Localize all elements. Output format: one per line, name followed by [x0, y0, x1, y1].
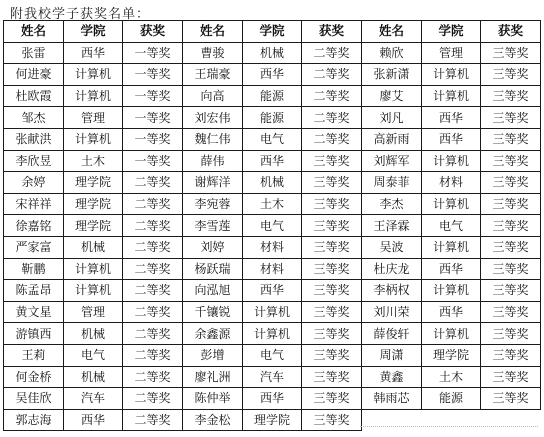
student-name-cell: 杨跃瑞: [183, 258, 243, 280]
college-cell: 电气: [64, 344, 123, 366]
award-cell: 三等奖: [302, 409, 362, 431]
header-row: [4, 21, 541, 43]
student-name-cell: 靳鹏: [4, 258, 64, 280]
college-cell: 计算机: [422, 323, 481, 345]
student-name-cell: 严家富: [4, 236, 64, 258]
award-cell: 三等奖: [302, 280, 362, 302]
student-name-cell: 谢辉洋: [183, 172, 243, 194]
college-cell: 计算机: [422, 280, 481, 302]
student-name-cell: 何进豪: [4, 64, 64, 86]
award-cell: 三等奖: [302, 388, 362, 410]
student-name-cell: 郭志海: [4, 409, 64, 431]
college-cell: 土木: [64, 150, 123, 172]
college-cell: 西华: [64, 409, 123, 431]
column-header: 姓名: [4, 21, 64, 43]
college-cell: 西华: [243, 280, 302, 302]
college-cell: 电气: [243, 128, 302, 150]
table-row: [4, 193, 541, 215]
student-name-cell: 张献洪: [4, 128, 64, 150]
student-name-cell: 李欣昱: [4, 150, 64, 172]
column-header: 姓名: [362, 21, 422, 43]
award-cell: 三等奖: [302, 301, 362, 323]
award-cell: 三等奖: [481, 258, 541, 280]
column-header: 获奖: [481, 21, 541, 43]
table-body: [4, 42, 541, 431]
college-cell: 土木: [422, 366, 481, 388]
table-row: [4, 344, 541, 366]
award-cell: 三等奖: [481, 107, 541, 129]
college-cell: 计算机: [422, 150, 481, 172]
column-header: 获奖: [123, 21, 183, 43]
table-row: [4, 366, 541, 388]
college-cell: 能源: [243, 85, 302, 107]
table-row: [4, 258, 541, 280]
award-cell: 二等奖: [123, 323, 183, 345]
college-cell: 能源: [422, 388, 481, 410]
table-row: [4, 215, 541, 237]
college-cell: 计算机: [64, 258, 123, 280]
table-row: [4, 85, 541, 107]
column-header: 学院: [422, 21, 481, 43]
student-name-cell: 刘凡: [362, 107, 422, 129]
student-name-cell: 邹杰: [4, 107, 64, 129]
college-cell: 机械: [243, 172, 302, 194]
student-name-cell: 王瑞豪: [183, 64, 243, 86]
student-name-cell: 陈仲举: [183, 388, 243, 410]
college-cell: 理学院: [64, 193, 123, 215]
college-cell: 机械: [64, 236, 123, 258]
college-cell: 西华: [64, 42, 123, 64]
college-cell: 计算机: [422, 85, 481, 107]
award-cell: 二等奖: [123, 344, 183, 366]
award-cell: 一等奖: [123, 85, 183, 107]
college-cell: 西华: [422, 301, 481, 323]
award-cell: 三等奖: [302, 258, 362, 280]
student-name-cell: 陈孟昂: [4, 280, 64, 302]
student-name-cell: 薛伟: [183, 150, 243, 172]
college-cell: 计算机: [243, 323, 302, 345]
table-row: [4, 388, 541, 410]
student-name-cell: 刘宏伟: [183, 107, 243, 129]
student-name-cell: 周潇: [362, 344, 422, 366]
student-name-cell: 余婷: [4, 172, 64, 194]
award-cell: 三等奖: [481, 64, 541, 86]
table-row: [4, 150, 541, 172]
student-name-cell: 薛俊轩: [362, 323, 422, 345]
empty-cell: [362, 409, 422, 431]
award-cell: 三等奖: [481, 236, 541, 258]
table-row: [4, 42, 541, 64]
student-name-cell: 魏仁伟: [183, 128, 243, 150]
college-cell: 能源: [243, 107, 302, 129]
student-name-cell: 余鑫源: [183, 323, 243, 345]
empty-cell: [481, 409, 541, 431]
table-row: [4, 172, 541, 194]
column-header: 获奖: [302, 21, 362, 43]
award-cell: 二等奖: [123, 193, 183, 215]
student-name-cell: 王泽霖: [362, 215, 422, 237]
award-cell: 三等奖: [481, 150, 541, 172]
award-cell: 三等奖: [481, 128, 541, 150]
award-cell: 二等奖: [302, 85, 362, 107]
student-name-cell: 廖艾: [362, 85, 422, 107]
college-cell: 西华: [422, 107, 481, 129]
student-name-cell: 黄文星: [4, 301, 64, 323]
award-cell: 三等奖: [481, 172, 541, 194]
student-name-cell: 李杰: [362, 193, 422, 215]
award-cell: 二等奖: [123, 366, 183, 388]
student-name-cell: 千镶锐: [183, 301, 243, 323]
award-table: [3, 20, 541, 431]
student-name-cell: 赖欣: [362, 42, 422, 64]
student-name-cell: 何金桥: [4, 366, 64, 388]
student-name-cell: 李雪莲: [183, 215, 243, 237]
college-cell: 理学院: [64, 215, 123, 237]
table-row: [4, 236, 541, 258]
college-cell: 汽车: [243, 366, 302, 388]
student-name-cell: 韩雨芯: [362, 388, 422, 410]
award-cell: 三等奖: [481, 85, 541, 107]
college-cell: 西华: [243, 388, 302, 410]
student-name-cell: 杜欧霞: [4, 85, 64, 107]
award-cell: 三等奖: [481, 388, 541, 410]
student-name-cell: 李宛蓉: [183, 193, 243, 215]
student-name-cell: 周泰菲: [362, 172, 422, 194]
award-cell: 三等奖: [481, 280, 541, 302]
college-cell: 计算机: [422, 236, 481, 258]
college-cell: 西华: [422, 128, 481, 150]
student-name-cell: 张新潇: [362, 64, 422, 86]
student-name-cell: 王莉: [4, 344, 64, 366]
table-row: [4, 128, 541, 150]
college-cell: 机械: [64, 366, 123, 388]
award-cell: 一等奖: [123, 128, 183, 150]
award-cell: 二等奖: [123, 301, 183, 323]
college-cell: 土木: [243, 193, 302, 215]
table-row: [4, 107, 541, 129]
award-cell: 三等奖: [481, 42, 541, 64]
student-name-cell: 李金松: [183, 409, 243, 431]
college-cell: 材料: [422, 172, 481, 194]
student-name-cell: 刘婷: [183, 236, 243, 258]
college-cell: 机械: [64, 323, 123, 345]
award-cell: 三等奖: [481, 366, 541, 388]
student-name-cell: 刘川荣: [362, 301, 422, 323]
award-cell: 二等奖: [302, 107, 362, 129]
award-cell: 三等奖: [302, 323, 362, 345]
award-cell: 二等奖: [123, 258, 183, 280]
award-cell: 三等奖: [302, 193, 362, 215]
college-cell: 电气: [243, 215, 302, 237]
table-row: [4, 323, 541, 345]
column-header: 学院: [64, 21, 123, 43]
award-cell: 三等奖: [302, 344, 362, 366]
college-cell: 计算机: [64, 85, 123, 107]
list-title: 附我校学子获奖名单：: [10, 7, 151, 22]
award-cell: 三等奖: [481, 323, 541, 345]
award-cell: 二等奖: [123, 409, 183, 431]
award-cell: 三等奖: [481, 344, 541, 366]
college-cell: 材料: [243, 236, 302, 258]
table-row: [4, 280, 541, 302]
award-cell: 三等奖: [302, 215, 362, 237]
college-cell: 西华: [243, 64, 302, 86]
student-name-cell: 宋祥祥: [4, 193, 64, 215]
student-name-cell: 向高: [183, 85, 243, 107]
award-cell: 二等奖: [123, 172, 183, 194]
award-cell: 三等奖: [302, 150, 362, 172]
college-cell: 理学院: [243, 409, 302, 431]
college-cell: 计算机: [243, 301, 302, 323]
award-cell: 一等奖: [123, 107, 183, 129]
award-cell: 二等奖: [302, 128, 362, 150]
student-name-cell: 杜庆龙: [362, 258, 422, 280]
award-cell: 二等奖: [123, 215, 183, 237]
table-row: [4, 301, 541, 323]
college-cell: 管理: [64, 107, 123, 129]
column-header: 学院: [243, 21, 302, 43]
student-name-cell: 曹骏: [183, 42, 243, 64]
award-cell: 三等奖: [302, 236, 362, 258]
student-name-cell: 彭增: [183, 344, 243, 366]
college-cell: 机械: [243, 42, 302, 64]
award-cell: 一等奖: [123, 64, 183, 86]
award-cell: 二等奖: [302, 64, 362, 86]
table-row: [4, 64, 541, 86]
award-cell: 三等奖: [481, 301, 541, 323]
college-cell: 计算机: [64, 280, 123, 302]
award-cell: 二等奖: [302, 42, 362, 64]
student-name-cell: 高新雨: [362, 128, 422, 150]
award-cell: 一等奖: [123, 150, 183, 172]
student-name-cell: 徐嘉铭: [4, 215, 64, 237]
student-name-cell: 吴波: [362, 236, 422, 258]
student-name-cell: 游镇西: [4, 323, 64, 345]
student-name-cell: 黄鑫: [362, 366, 422, 388]
college-cell: 计算机: [422, 64, 481, 86]
student-name-cell: 吴佳欣: [4, 388, 64, 410]
college-cell: 管理: [64, 301, 123, 323]
award-cell: 二等奖: [123, 280, 183, 302]
table-row: [4, 409, 541, 431]
college-cell: 西华: [243, 150, 302, 172]
college-cell: 理学院: [422, 344, 481, 366]
student-name-cell: 廖礼洲: [183, 366, 243, 388]
college-cell: 计算机: [64, 64, 123, 86]
dotted-separator: [360, 426, 538, 427]
award-cell: 三等奖: [302, 172, 362, 194]
student-name-cell: 向泓旭: [183, 280, 243, 302]
college-cell: 西华: [422, 258, 481, 280]
college-cell: 管理: [422, 42, 481, 64]
award-cell: 三等奖: [481, 215, 541, 237]
college-cell: 计算机: [64, 128, 123, 150]
college-cell: 电气: [243, 344, 302, 366]
award-cell: 一等奖: [123, 42, 183, 64]
college-cell: 计算机: [422, 193, 481, 215]
award-cell: 二等奖: [123, 236, 183, 258]
student-name-cell: 李柄权: [362, 280, 422, 302]
college-cell: 材料: [243, 258, 302, 280]
award-cell: 二等奖: [123, 388, 183, 410]
college-cell: 理学院: [64, 172, 123, 194]
empty-cell: [422, 409, 481, 431]
award-cell: 三等奖: [302, 366, 362, 388]
student-name-cell: 张雷: [4, 42, 64, 64]
award-cell: 三等奖: [481, 193, 541, 215]
college-cell: 汽车: [64, 388, 123, 410]
college-cell: 电气: [422, 215, 481, 237]
student-name-cell: 刘辉军: [362, 150, 422, 172]
column-header: 姓名: [183, 21, 243, 43]
